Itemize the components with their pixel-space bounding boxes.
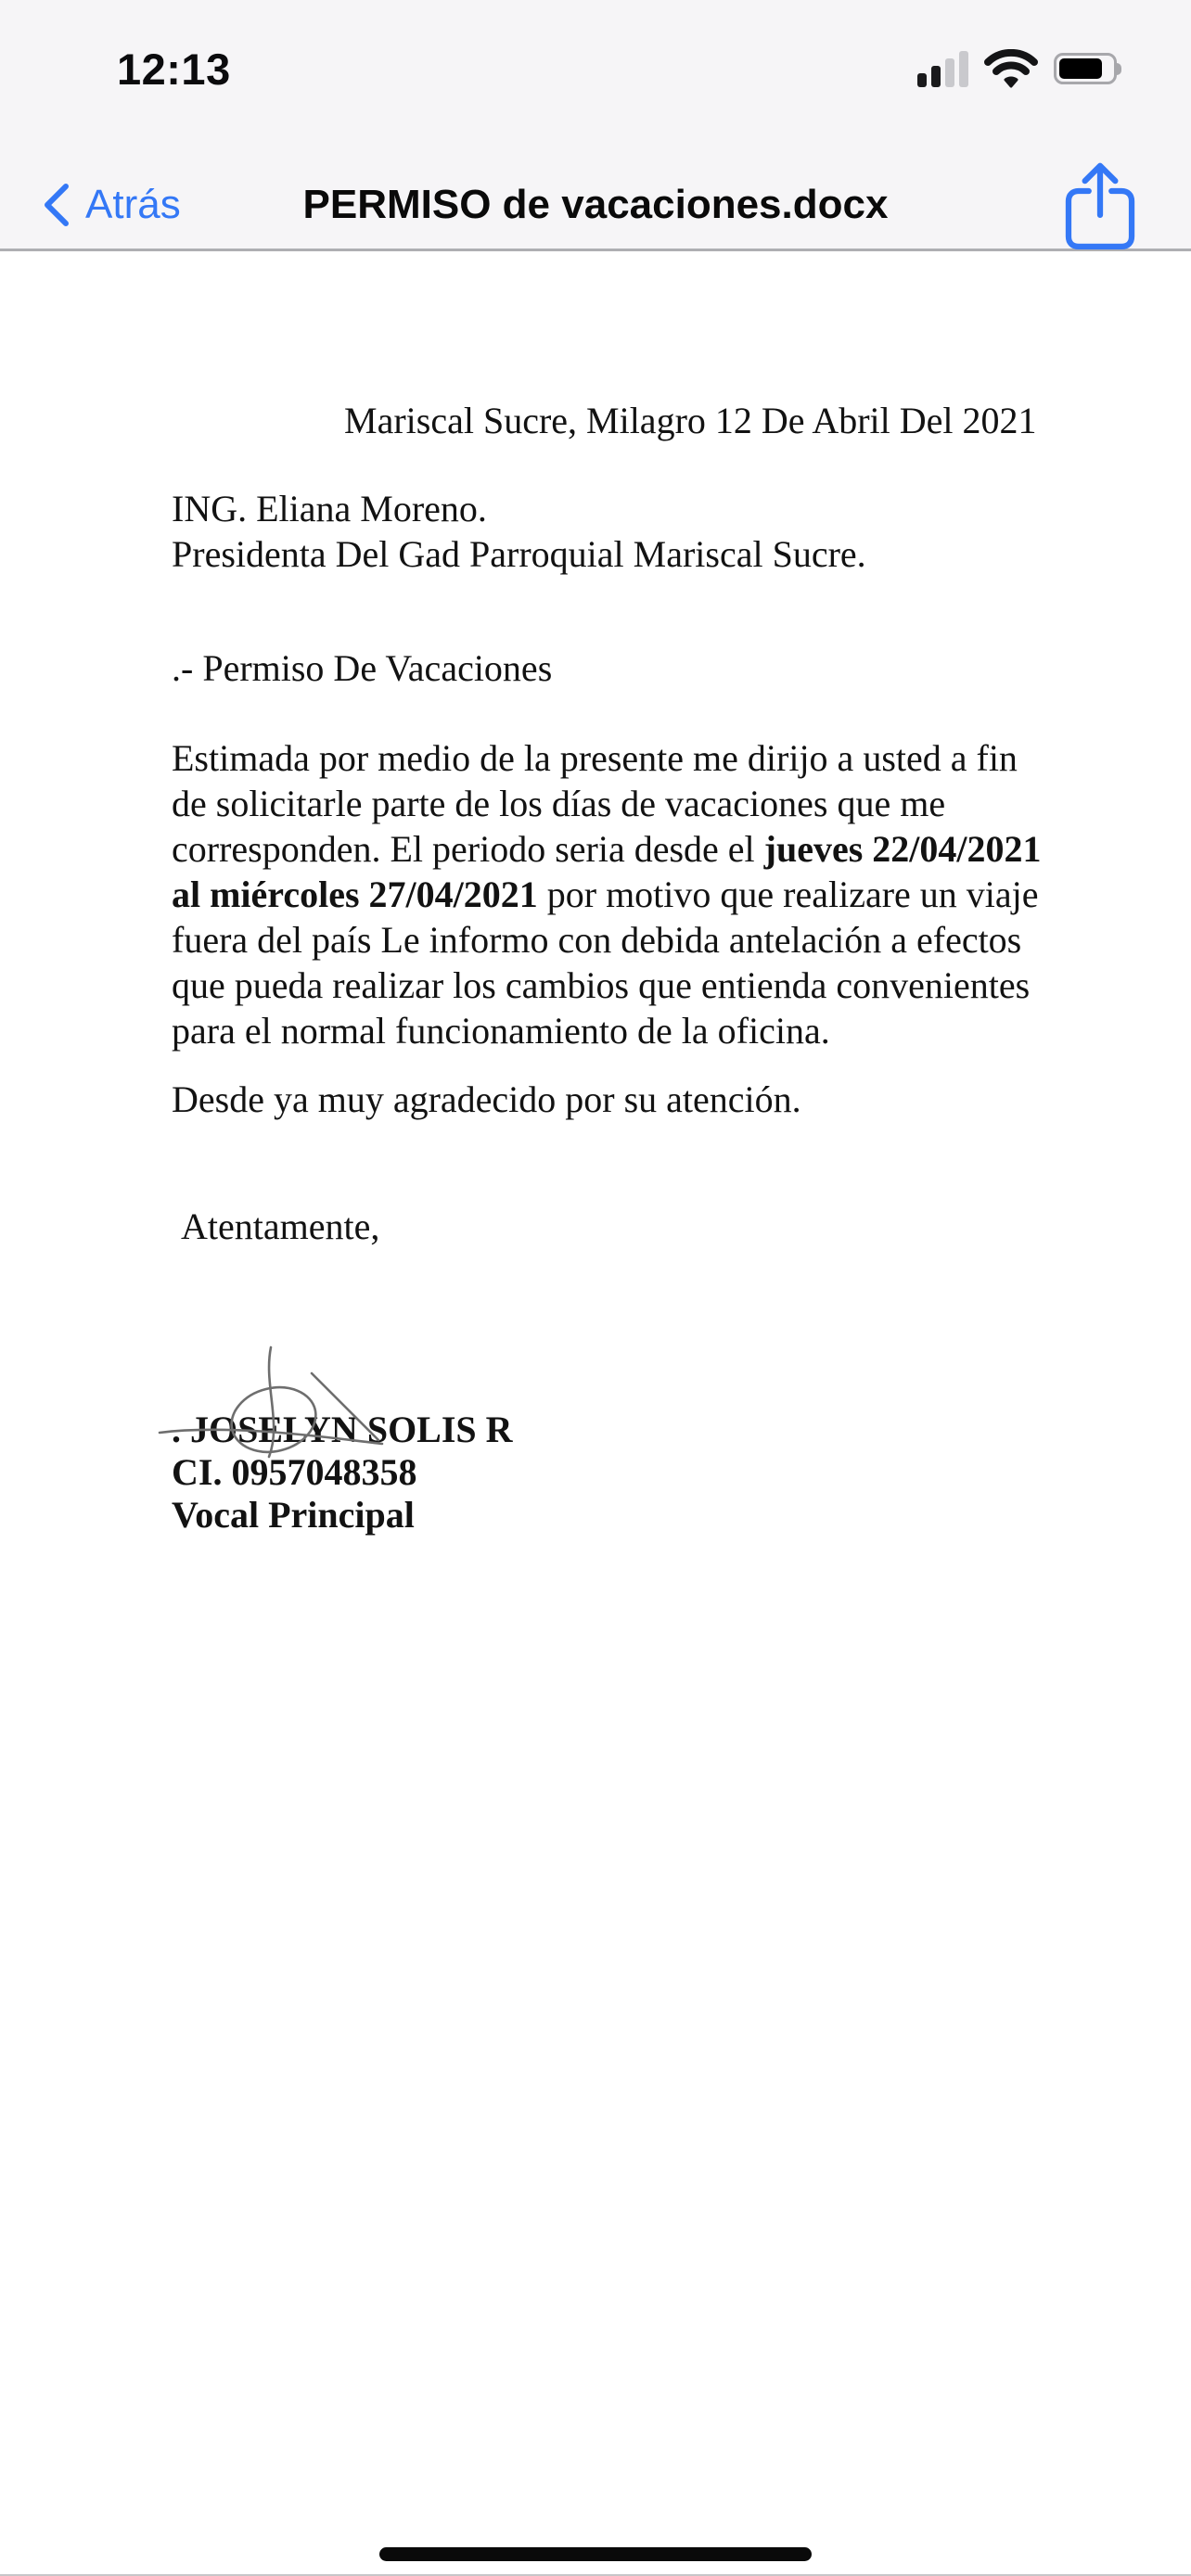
navigation-bar bbox=[0, 117, 1191, 269]
top-bar bbox=[0, 0, 1191, 251]
subject-line: .- Permiso De Vacaciones bbox=[172, 647, 553, 689]
thanks-line: Desde ya muy agradecido por su atención. bbox=[172, 1078, 801, 1120]
back-button[interactable] bbox=[41, 182, 181, 228]
share-button[interactable] bbox=[1062, 159, 1138, 250]
cellular-signal-icon bbox=[917, 51, 968, 87]
body-text: Estimada por medio de la presente me dirijo a usted a fin de solicitarle parte de los días de vacaciones que me corresponden. El periodo seria desde el bbox=[172, 737, 1018, 870]
chevron-left-icon bbox=[41, 182, 70, 228]
signature-name: . JOSELYN SOLIS R bbox=[172, 1409, 513, 1450]
status-bar bbox=[0, 0, 1191, 117]
share-icon bbox=[1062, 159, 1138, 250]
body-paragraph bbox=[172, 735, 1057, 1053]
closing-line: Atentamente, bbox=[181, 1205, 380, 1247]
document-view[interactable] bbox=[0, 251, 1191, 2576]
page-title: PERMISO de vacaciones.docx bbox=[302, 182, 889, 227]
status-icons bbox=[917, 49, 1117, 88]
wifi-icon bbox=[984, 49, 1038, 88]
recipient-title: Presidenta Del Gad Parroquial Mariscal Sucre. bbox=[172, 533, 866, 575]
home-indicator[interactable] bbox=[379, 2547, 812, 2561]
signature-role: Vocal Principal bbox=[172, 1494, 415, 1536]
back-label: Atrás bbox=[85, 182, 181, 227]
battery-icon bbox=[1054, 53, 1117, 84]
body-text-bold: jueves 22/04/2021 al miércoles 27/04/2021 bbox=[172, 828, 1042, 915]
signature-id: CI. 0957048358 bbox=[172, 1451, 417, 1493]
recipient-block bbox=[172, 486, 1057, 577]
document-date-line: Mariscal Sucre, Milagro 12 De Abril Del 2021 bbox=[344, 400, 1037, 441]
recipient-name: ING. Eliana Moreno. bbox=[172, 488, 487, 529]
body-text: por motivo que realizare un viaje fuera del país Le informo con debida antelación a efectos que pueda realizar los cambios que entienda convenientes para el normal funcionamiento de la oficina. bbox=[172, 874, 1039, 1052]
handwritten-signature-icon bbox=[130, 1334, 575, 1473]
status-time: 12:13 bbox=[117, 44, 231, 94]
